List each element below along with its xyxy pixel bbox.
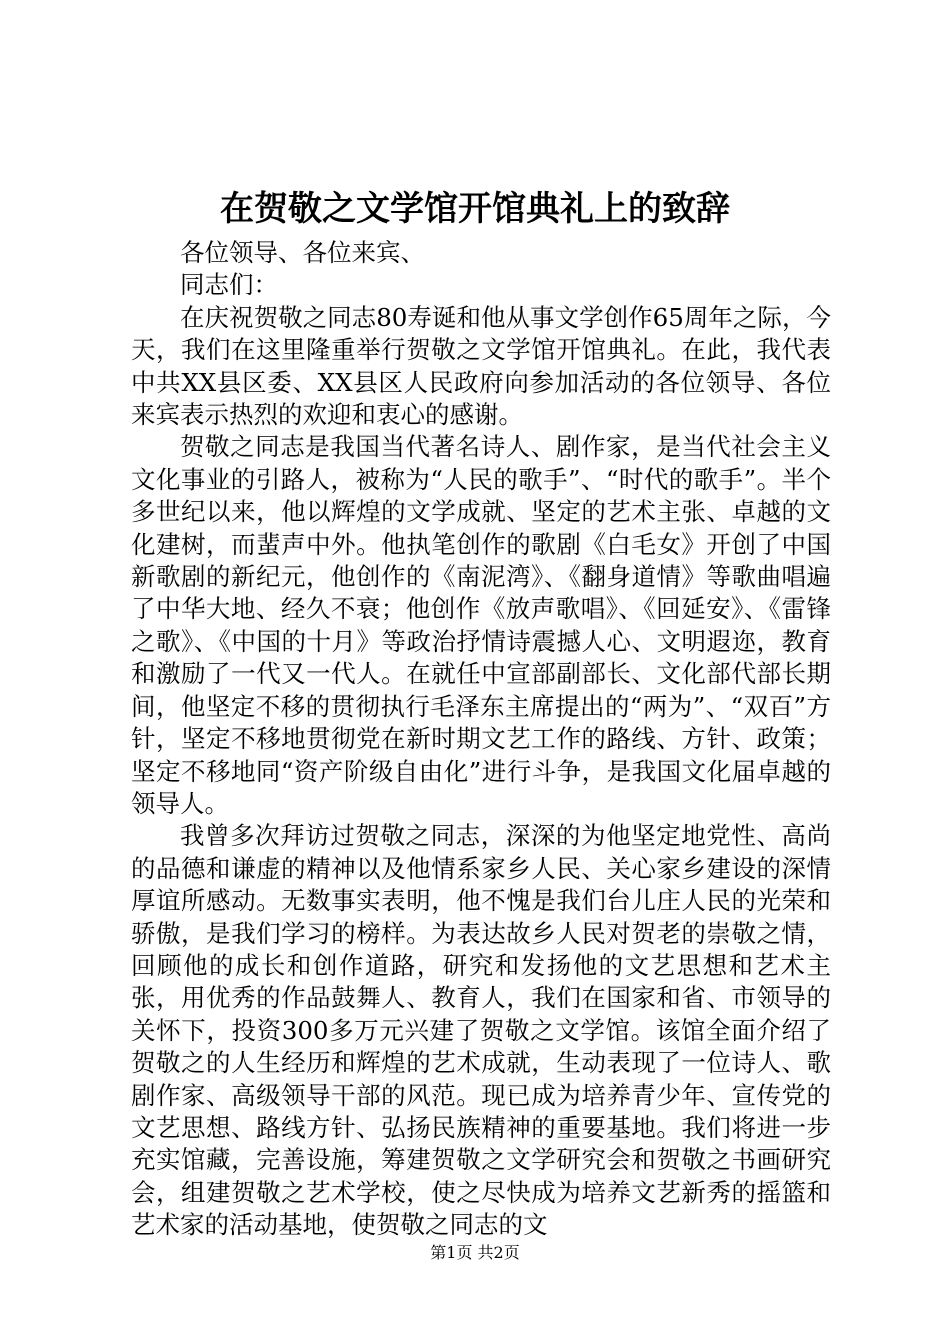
page-footer: 第1页 共2页 xyxy=(430,1243,520,1262)
greeting-line-1: 各位领导、各位来宾、 xyxy=(180,238,425,267)
paragraph-3: 我曾多次拜访过贺敬之同志，深深的为他坚定地党性、高尚的品德和谦虚的精神以及他情系家乡人民、关心家乡建设的深情厚谊所感动。无数事实表明，他不愧是我们台儿庄人民的光荣和骄傲，是我们学习的榜样。为表达故乡人民对贺老的崇敬之情，回顾他的成长和创作道路，研究和发扬他的文艺思想和艺术主张，用优秀的作品鼓舞人、教育人，我们在国家和省、市领导的关怀下，投资300多万元兴建了贺敬之文学馆。该馆全面介绍了贺敬之的人生经历和辉煌的艺术成就，生动表现了一位诗人、歌剧作家、高级领导干部的风范。现已成为培养青少年、宣传党的文艺思想、路线方针、弘扬民族精神的重要基地。我们将进一步充实馆藏，完善设施，筹建贺敬之文学研究会和贺敬之书画研究会，组建贺敬之艺术学校，使之尽快成为培养文艺新秀的摇篮和艺术家的活动基地，使贺敬之同志的文 xyxy=(131,821,831,1240)
paragraph-1: 在庆祝贺敬之同志80寿诞和他从事文学创作65周年之际，今天，我们在这里隆重举行贺敬之文学馆开馆典礼。在此，我代表中共XX县区委、XX县区人民政府向参加活动的各位领导、各位来宾表示热烈的欢迎和衷心的感谢。 xyxy=(131,302,831,430)
paragraph-2: 贺敬之同志是我国当代著名诗人、剧作家，是当代社会主义文化事业的引路人，被称为“人民的歌手”、“时代的歌手”。半个多世纪以来，他以辉煌的文学成就、坚定的艺术主张、卓越的文化建树，而蜚声中外。他执笔创作的歌剧《白毛女》开创了中国新歌剧的新纪元，他创作的《南泥湾》、《翻身道情》等歌曲唱遍了中华大地、经久不衰；他创作《放声歌唱》、《回延安》、《雷锋之歌》、《中国的十月》等政治抒情诗震撼人心、文明遐迩，教育和激励了一代又一代人。在就任中宣部副部长、文化部代部长期间，他坚定不移的贯彻执行毛泽东主席提出的“两为”、“双百”方针，坚定不移地贯彻党在新时期文艺工作的路线、方针、政策；坚定不移地同“资产阶级自由化”进行斗争，是我国文化届卓越的领导人。 xyxy=(131,432,831,818)
greeting-line-2: 同志们： xyxy=(180,270,278,300)
document-body xyxy=(131,237,831,1242)
document-title: 在贺敬之文学馆开馆典礼上的致辞 xyxy=(220,189,730,229)
